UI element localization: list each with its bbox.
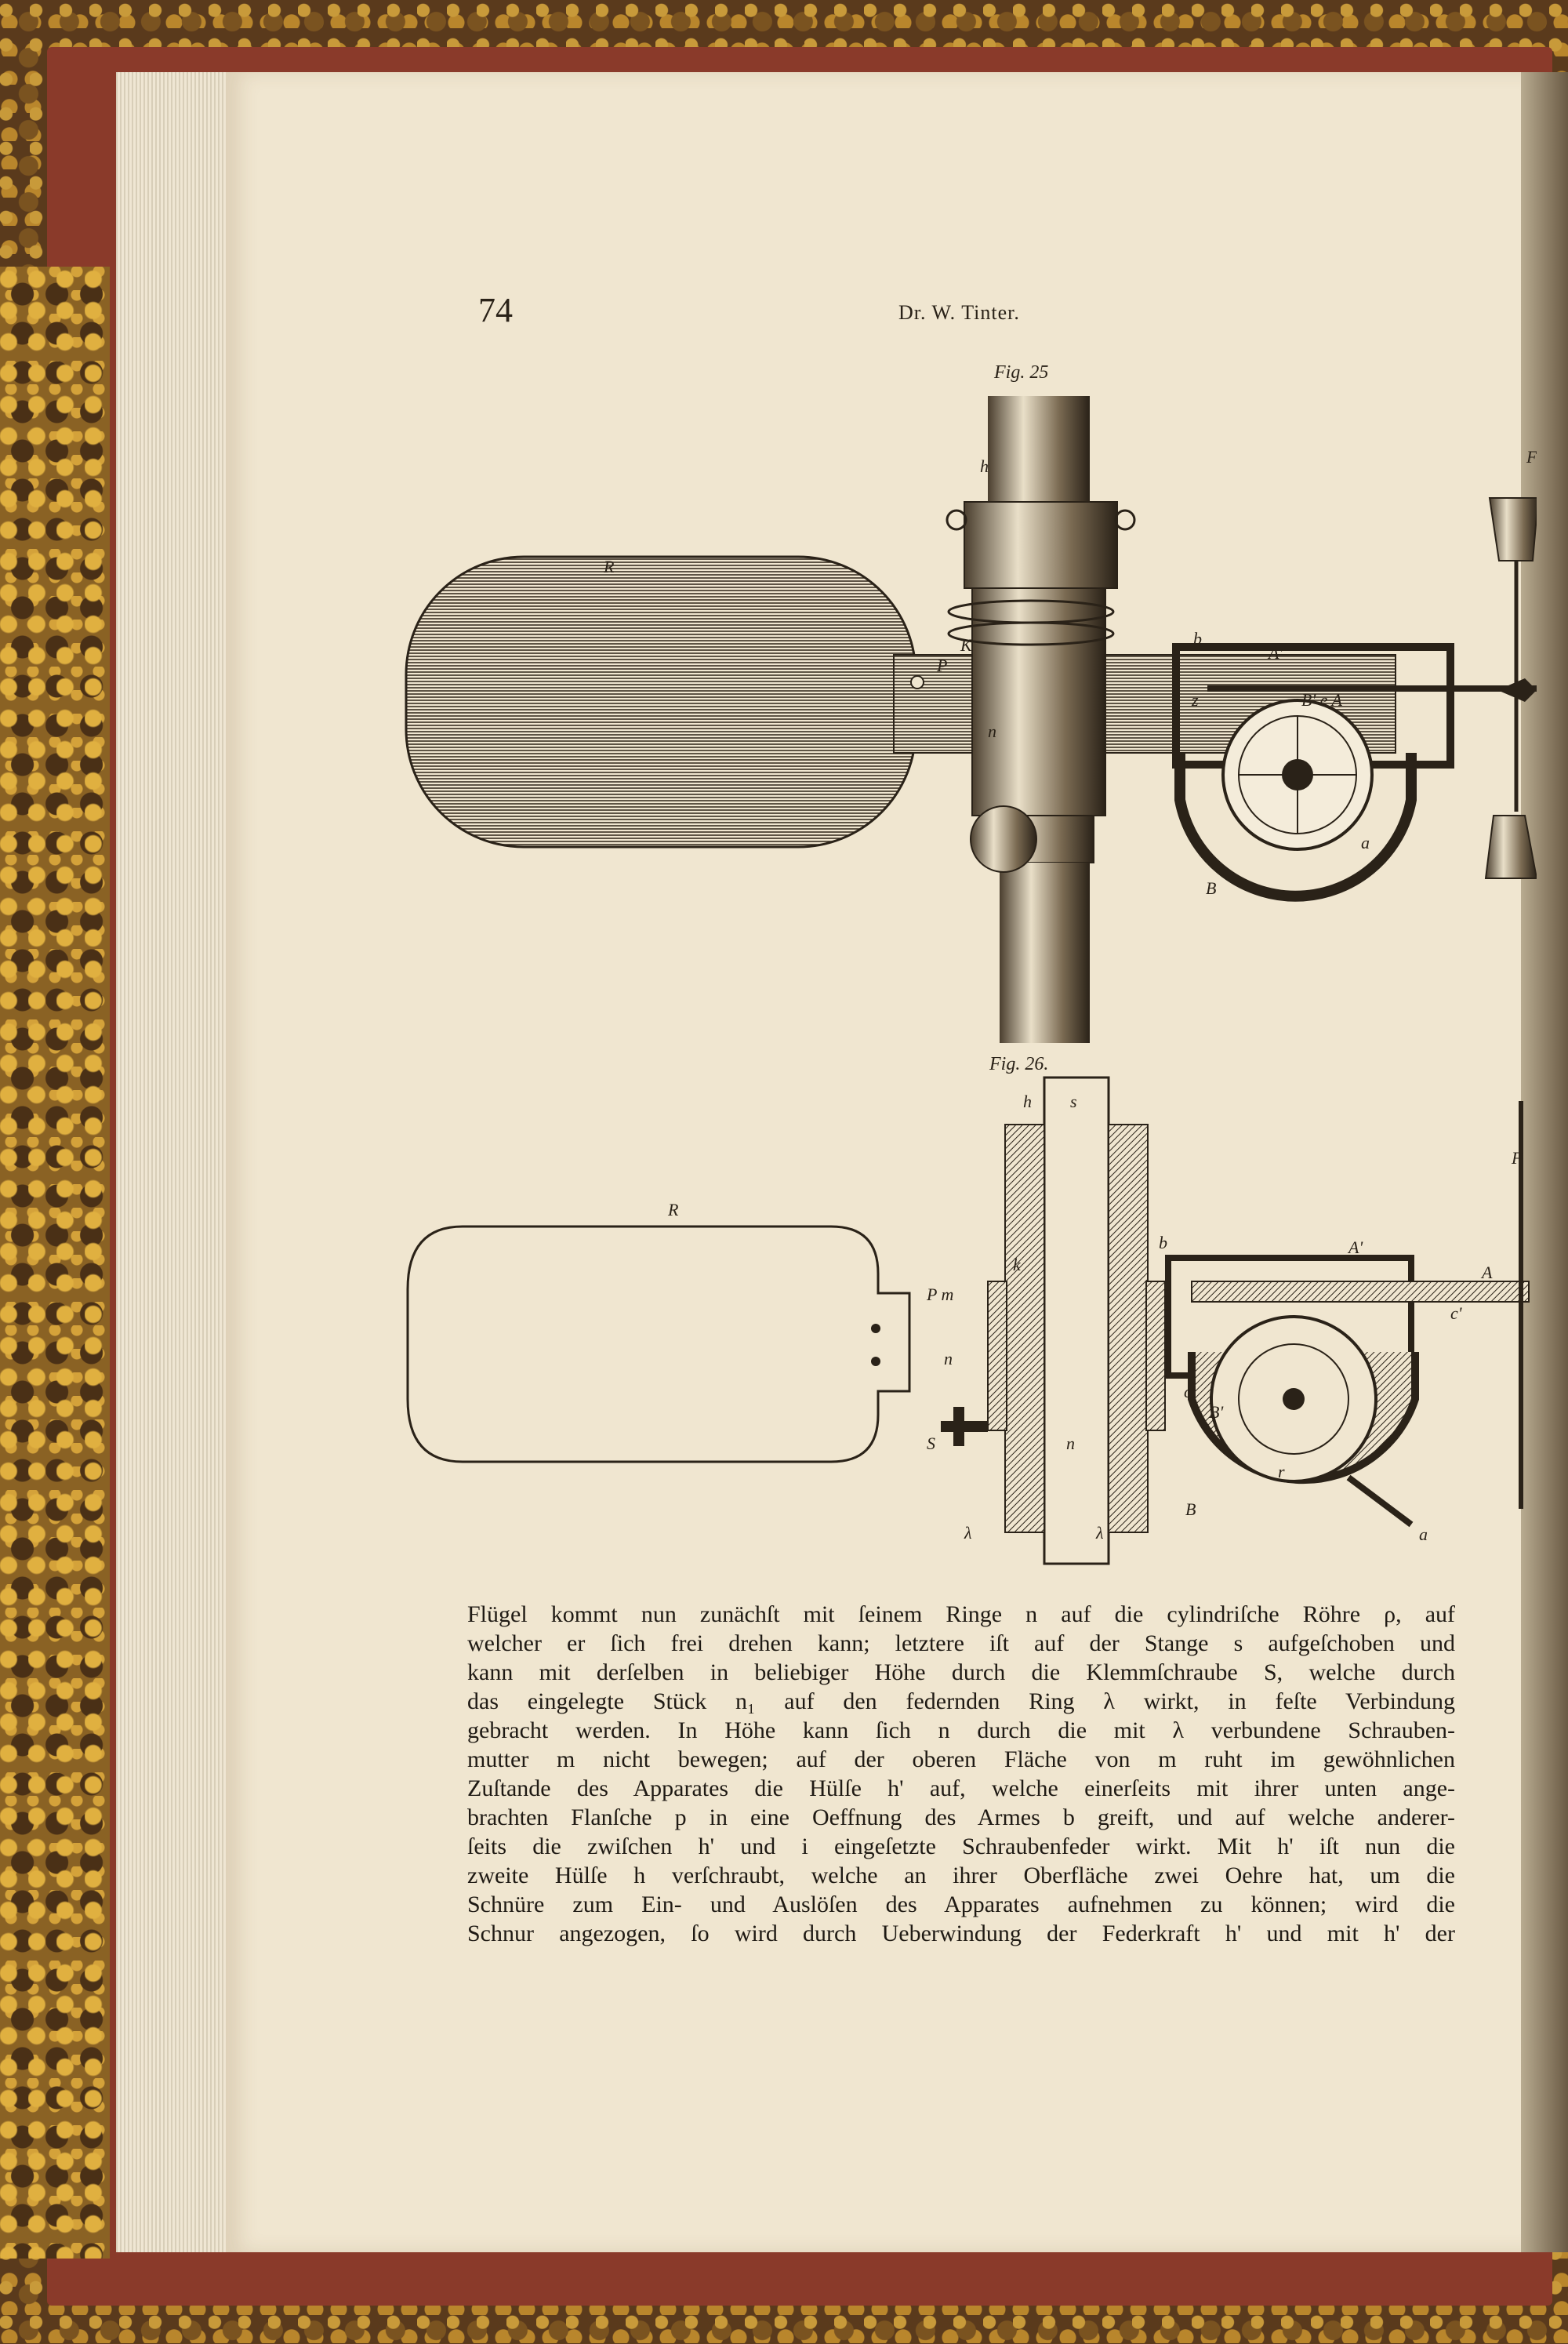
lower-tube xyxy=(1000,863,1090,1043)
svg-text:s: s xyxy=(1070,1092,1077,1111)
text-line: brachten Flanſche p in eine Oeffnung des Armes b greift, und auf welche anderer- xyxy=(467,1804,1455,1830)
svg-text:B' e A: B' e A xyxy=(1301,690,1342,710)
text-line: Flügel kommt nun zunächſt mit ſeinem Ringe n auf die cylindriſche Röhre ρ, auf xyxy=(467,1601,1455,1627)
running-head: Dr. W. Tinter. xyxy=(898,301,1020,324)
svg-text:h: h xyxy=(1023,1092,1032,1111)
svg-text:a: a xyxy=(1361,833,1370,852)
svg-text:R: R xyxy=(604,557,615,576)
svg-text:B': B' xyxy=(1209,1402,1224,1422)
svg-text:n: n xyxy=(944,1349,953,1368)
text-line: ſeits die zwiſchen h' und i eingeſetzte Schraubenfeder wirkt. Mit h' iſt nun die xyxy=(467,1833,1455,1859)
text-line: gebracht werden. In Höhe kann ſich n durch die mit λ verbundene Schrauben- xyxy=(467,1717,1455,1743)
svg-text:n: n xyxy=(1066,1434,1075,1453)
svg-text:B: B xyxy=(1206,878,1217,898)
shaft-s xyxy=(1044,1078,1109,1564)
svg-text:P: P xyxy=(937,656,948,675)
svg-text:S: S xyxy=(927,1434,935,1453)
text-line: Zuſtande des Apparates die Hülſe h' auf, welche einerſeits mit ihrer unten ange- xyxy=(467,1775,1455,1801)
svg-text:h: h xyxy=(980,456,989,476)
figure-26-caption: Fig. 26. xyxy=(989,1054,1049,1074)
page-edges xyxy=(116,72,226,2252)
svg-text:b: b xyxy=(1159,1233,1167,1252)
blade-outline xyxy=(408,1227,909,1462)
marbled-edge xyxy=(0,267,110,2259)
figure-26 xyxy=(392,1070,1537,1572)
svg-text:A': A' xyxy=(1348,1237,1363,1257)
text-line: mutter m nicht bewegen; auf der oberen Fläche von m ruht im gewöhnlichen xyxy=(467,1746,1455,1772)
svg-text:λ: λ xyxy=(964,1523,972,1543)
svg-text:P m: P m xyxy=(927,1285,954,1304)
svg-text:b: b xyxy=(1193,629,1202,649)
svg-text:n: n xyxy=(988,721,996,741)
text-line: zweite Hülſe h verſchraubt, welche an ihrer Oberfläche zwei Oehre hat, um die xyxy=(467,1862,1455,1888)
svg-text:k: k xyxy=(1013,1255,1021,1274)
blade-r xyxy=(406,557,916,847)
text-line: welcher er ſich frei drehen kann; letztere iſt auf der Stange s aufgeſchoben und xyxy=(467,1630,1455,1656)
text-line: kann mit derſelben in beliebiger Höhe durch die Klemmſchraube S, welche durch xyxy=(467,1659,1455,1685)
svg-text:F: F xyxy=(1512,1148,1523,1168)
figure-25 xyxy=(392,376,1537,1051)
svg-text:K: K xyxy=(960,635,972,655)
svg-text:a: a xyxy=(1419,1525,1428,1544)
svg-text:B: B xyxy=(1185,1499,1196,1519)
svg-text:A: A xyxy=(1482,1263,1493,1282)
body-text xyxy=(467,1600,1455,1948)
text-line: Schnur angezogen, ſo wird durch Ueberwindung der Federkraft h' und mit h' der xyxy=(467,1921,1455,1946)
figure-25-caption: Fig. 25 xyxy=(994,362,1049,383)
svg-text:R: R xyxy=(668,1200,679,1219)
text-line: Schnüre zum Ein- und Auslöſen des Apparates aufnehmen zu können; wird die xyxy=(467,1892,1455,1917)
svg-text:c': c' xyxy=(1450,1303,1462,1323)
svg-text:F: F xyxy=(1526,447,1537,467)
clamp-knob xyxy=(971,806,1036,872)
svg-text:z: z xyxy=(1192,690,1199,710)
text-line: das eingelegte Stück n₁ auf den federnden Ring λ wirkt, in feſte Verbindung xyxy=(467,1688,1455,1714)
svg-text:A': A' xyxy=(1269,643,1283,663)
counter-dial xyxy=(1223,700,1372,849)
svg-text:r: r xyxy=(1278,1462,1285,1481)
svg-text:c': c' xyxy=(1184,1382,1196,1401)
page-number: 74 xyxy=(478,291,513,329)
svg-text:λ: λ xyxy=(1096,1523,1104,1543)
